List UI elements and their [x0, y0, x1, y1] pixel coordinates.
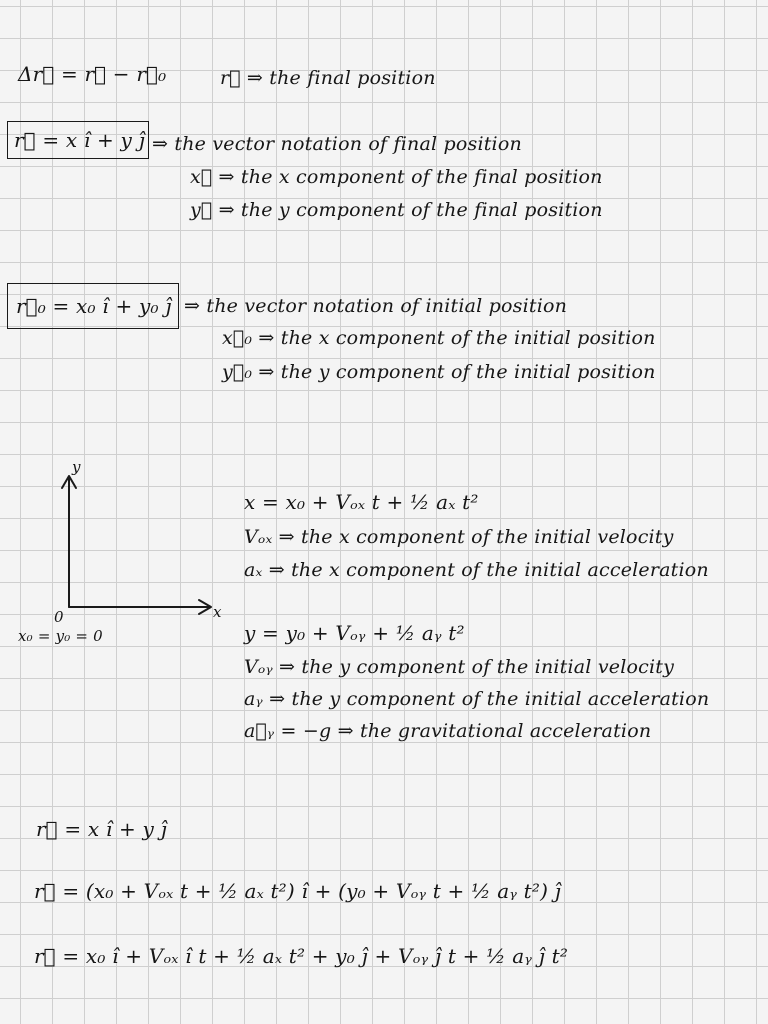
- final-position-meaning: ⇒ the vector notation of final position: [152, 133, 522, 155]
- initial-position-equation: r⃗₀ = x₀ î + y₀ ĵ: [16, 294, 172, 318]
- gravity-meaning: a⃗ᵧ = −g ⇒ the gravitational acceleration: [244, 720, 652, 742]
- x-acceleration-meaning: aₓ ⇒ the x component of the initial acceleration: [244, 559, 709, 581]
- y-motion-equation: y = y₀ + Vₒᵧ + ½ aᵧ t²: [244, 621, 465, 645]
- x-motion-equation: x = x₀ + Vₒₓ t + ½ aₓ t²: [244, 490, 479, 514]
- displacement-equation: Δr⃗ = r⃗ − r⃗₀: [18, 62, 167, 86]
- y-velocity-meaning: Vₒᵧ ⇒ the y component of the initial velocity: [244, 656, 675, 678]
- y-axis-label: y: [72, 458, 81, 476]
- origin-condition: x₀ = y₀ = 0: [18, 627, 103, 645]
- final-y-component: y⃗ ⇒ the y component of the final position: [190, 199, 603, 221]
- y-acceleration-meaning: aᵧ ⇒ the y component of the initial acceleration: [244, 688, 710, 710]
- derivation-line-3: r⃗ = x₀ î + Vₒₓ î t + ½ aₓ t² + y₀ ĵ + Vₒᵧ ĵ t + ½ aᵧ ĵ t²: [34, 944, 569, 968]
- final-position-equation: r⃗ = x î + y ĵ: [14, 128, 145, 152]
- derivation-line-2: r⃗ = (x₀ + Vₒₓ t + ½ aₓ t²) î + (y₀ + Vₒᵧ t + ½ aᵧ t²) ĵ: [34, 879, 562, 903]
- x-axis-label: x: [213, 603, 222, 621]
- final-x-component: x⃗ ⇒ the x component of the final position: [190, 166, 603, 188]
- initial-x-component: x⃗₀ ⇒ the x component of the initial position: [222, 327, 656, 349]
- initial-position-meaning: ⇒ the vector notation of initial position: [184, 295, 568, 317]
- derivation-line-1: r⃗ = x î + y ĵ: [36, 817, 167, 841]
- final-position-definition: r⃗ ⇒ the final position: [220, 67, 436, 89]
- origin-label: 0: [54, 608, 64, 626]
- x-velocity-meaning: Vₒₓ ⇒ the x component of the initial velocity: [244, 526, 674, 548]
- initial-y-component: y⃗₀ ⇒ the y component of the initial position: [222, 361, 656, 383]
